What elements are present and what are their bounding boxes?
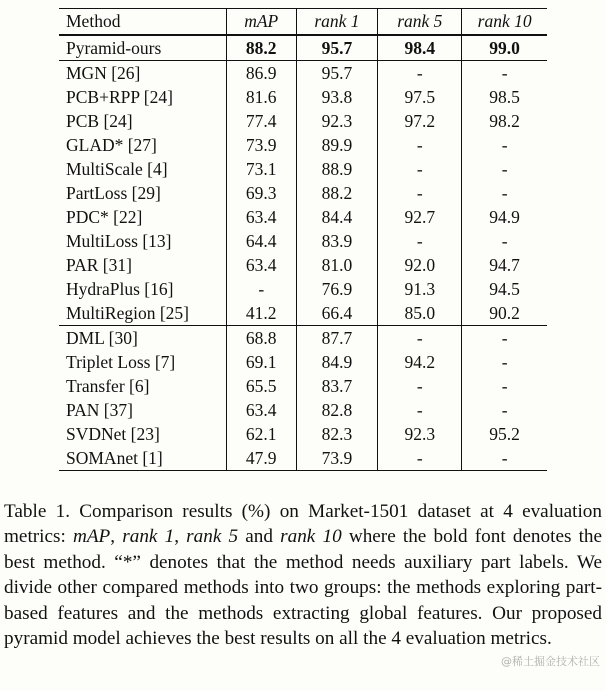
part-based-row: [59, 133, 547, 157]
rank5-cell: -: [378, 326, 462, 351]
table-header-row: [59, 9, 547, 36]
map-cell: 63.4: [226, 398, 296, 422]
rank10-cell: -: [462, 181, 547, 205]
rank1-cell: 82.8: [296, 398, 378, 422]
map-cell: 73.9: [226, 133, 296, 157]
rank5-cell: 94.2: [378, 350, 462, 374]
rank1-cell: 89.9: [296, 133, 378, 157]
map-cell: 77.4: [226, 109, 296, 133]
method-cell: HydraPlus [16]: [66, 279, 174, 299]
rank10-cell: 94.7: [462, 253, 547, 277]
part-based-row: [59, 205, 547, 229]
rank5-cell: 97.2: [378, 109, 462, 133]
rank1-cell: 82.3: [296, 422, 378, 446]
rank10-cell: -: [462, 157, 547, 181]
method-cell: PAR [31]: [66, 255, 132, 275]
rank10-cell: 90.2: [462, 301, 547, 326]
rank1-cell: 87.7: [296, 326, 378, 351]
table-caption: [4, 499, 602, 651]
header-map: mAP: [226, 9, 296, 36]
part-based-row: [59, 61, 547, 86]
caption-text-2: ,: [110, 526, 123, 548]
caption-text-3: ,: [174, 526, 187, 548]
rank10-cell: -: [462, 133, 547, 157]
caption-metric-rank5: rank 5: [186, 526, 239, 548]
map-cell: 65.5: [226, 374, 296, 398]
map-cell: 41.2: [226, 301, 296, 326]
rank10-cell: 98.2: [462, 109, 547, 133]
rank1-cell: 66.4: [296, 301, 378, 326]
rank1-cell: 95.7: [296, 61, 378, 86]
rank1-cell: 93.8: [296, 85, 378, 109]
rank5-cell: 92.7: [378, 205, 462, 229]
rank10-cell: -: [462, 326, 547, 351]
rank1-cell: 76.9: [296, 277, 378, 301]
method-cell: Pyramid-ours: [59, 35, 226, 61]
map-cell: 47.9: [226, 446, 296, 471]
map-cell: 88.2: [226, 35, 296, 61]
method-cell: PAN [37]: [66, 400, 133, 420]
header-rank10: rank 10: [462, 9, 547, 36]
method-cell: MGN [26]: [59, 61, 226, 86]
method-cell: MultiScale [4]: [66, 159, 168, 179]
map-cell: 69.1: [226, 350, 296, 374]
method-cell: Triplet Loss [7]: [66, 352, 176, 372]
map-cell: -: [226, 277, 296, 301]
rank5-cell: -: [378, 374, 462, 398]
method-cell: Transfer [6]: [66, 376, 150, 396]
map-cell: 81.6: [226, 85, 296, 109]
ours-row: [59, 35, 547, 61]
rank5-cell: 98.4: [378, 35, 462, 61]
rank10-cell: 99.0: [462, 35, 547, 61]
rank5-cell: -: [378, 157, 462, 181]
method-cell: GLAD* [27]: [66, 135, 157, 155]
rank5-cell: -: [378, 398, 462, 422]
rank1-cell: 88.2: [296, 181, 378, 205]
map-cell: 68.8: [226, 326, 296, 351]
rank1-cell: 84.9: [296, 350, 378, 374]
method-cell: DML [30]: [59, 326, 226, 351]
rank10-cell: 95.2: [462, 422, 547, 446]
rank5-cell: 92.0: [378, 253, 462, 277]
method-cell: MultiRegion [25]: [66, 303, 189, 323]
header-rank5: rank 5: [378, 9, 462, 36]
part-based-row: [59, 181, 547, 205]
map-cell: 86.9: [226, 61, 296, 86]
caption-metric-map: mAP: [72, 526, 111, 548]
global-feature-row: [59, 422, 547, 446]
rank10-cell: 98.5: [462, 85, 547, 109]
global-feature-row: [59, 374, 547, 398]
rank5-cell: 97.5: [378, 85, 462, 109]
method-cell: PCB+RPP [24]: [66, 87, 173, 107]
part-based-row: [59, 85, 547, 109]
rank10-cell: 94.5: [462, 277, 547, 301]
global-feature-row: [59, 446, 547, 471]
global-feature-row: [59, 398, 547, 422]
results-table: [59, 8, 547, 471]
rank1-cell: 95.7: [296, 35, 378, 61]
method-cell: SVDNet [23]: [66, 424, 160, 444]
method-cell: MultiLoss [13]: [66, 231, 172, 251]
map-cell: 62.1: [226, 422, 296, 446]
part-based-row: [59, 229, 547, 253]
rank1-cell: 88.9: [296, 157, 378, 181]
global-feature-row: [59, 326, 547, 351]
rank1-cell: 83.9: [296, 229, 378, 253]
watermark: @稀土掘金技术社区: [501, 655, 600, 668]
map-cell: 69.3: [226, 181, 296, 205]
caption-metric-rank1: rank 1: [122, 526, 175, 548]
part-based-row: [59, 109, 547, 133]
part-based-row: [59, 277, 547, 301]
rank5-cell: -: [378, 446, 462, 471]
caption-text-4: and: [238, 526, 281, 548]
rank1-cell: 81.0: [296, 253, 378, 277]
header-rank1: rank 1: [296, 9, 378, 36]
rank5-cell: -: [378, 61, 462, 86]
rank5-cell: 91.3: [378, 277, 462, 301]
method-cell: PCB [24]: [66, 111, 133, 131]
rank1-cell: 92.3: [296, 109, 378, 133]
map-cell: 73.1: [226, 157, 296, 181]
map-cell: 64.4: [226, 229, 296, 253]
rank10-cell: -: [462, 374, 547, 398]
rank1-cell: 84.4: [296, 205, 378, 229]
rank5-cell: 85.0: [378, 301, 462, 326]
map-cell: 63.4: [226, 253, 296, 277]
rank10-cell: -: [462, 398, 547, 422]
rank1-cell: 83.7: [296, 374, 378, 398]
rank5-cell: 92.3: [378, 422, 462, 446]
rank10-cell: -: [462, 229, 547, 253]
method-cell: PartLoss [29]: [66, 183, 161, 203]
rank5-cell: -: [378, 181, 462, 205]
rank5-cell: -: [378, 229, 462, 253]
map-cell: 63.4: [226, 205, 296, 229]
part-based-row: [59, 253, 547, 277]
table-body: [59, 35, 547, 471]
rank1-cell: 73.9: [296, 446, 378, 471]
method-cell: SOMAnet [1]: [59, 446, 226, 471]
caption-text-5: where the bold font denotes the best method. “*” denotes that the method needs auxiliary part labels. We divide other compared methods into two groups: the methods exploring part-based features and the methods extracting global features. Our proposed pyramid model achieves the best results on all the 4 evaluation metrics.: [4, 526, 603, 650]
rank10-cell: 94.9: [462, 205, 547, 229]
header-method: Method: [59, 9, 226, 36]
results-table-container: [59, 8, 547, 471]
rank10-cell: -: [462, 350, 547, 374]
rank10-cell: -: [462, 61, 547, 86]
rank5-cell: -: [378, 133, 462, 157]
caption-metric-rank10: rank 10: [280, 526, 342, 548]
part-based-row: [59, 157, 547, 181]
caption-text-1: Table 1. Comparison results (%) on Market-1501 dataset at 4 evaluation metrics:: [4, 501, 602, 548]
rank10-cell: -: [462, 446, 547, 471]
global-feature-row: [59, 350, 547, 374]
method-cell: PDC* [22]: [66, 207, 143, 227]
part-based-row: [59, 301, 547, 326]
